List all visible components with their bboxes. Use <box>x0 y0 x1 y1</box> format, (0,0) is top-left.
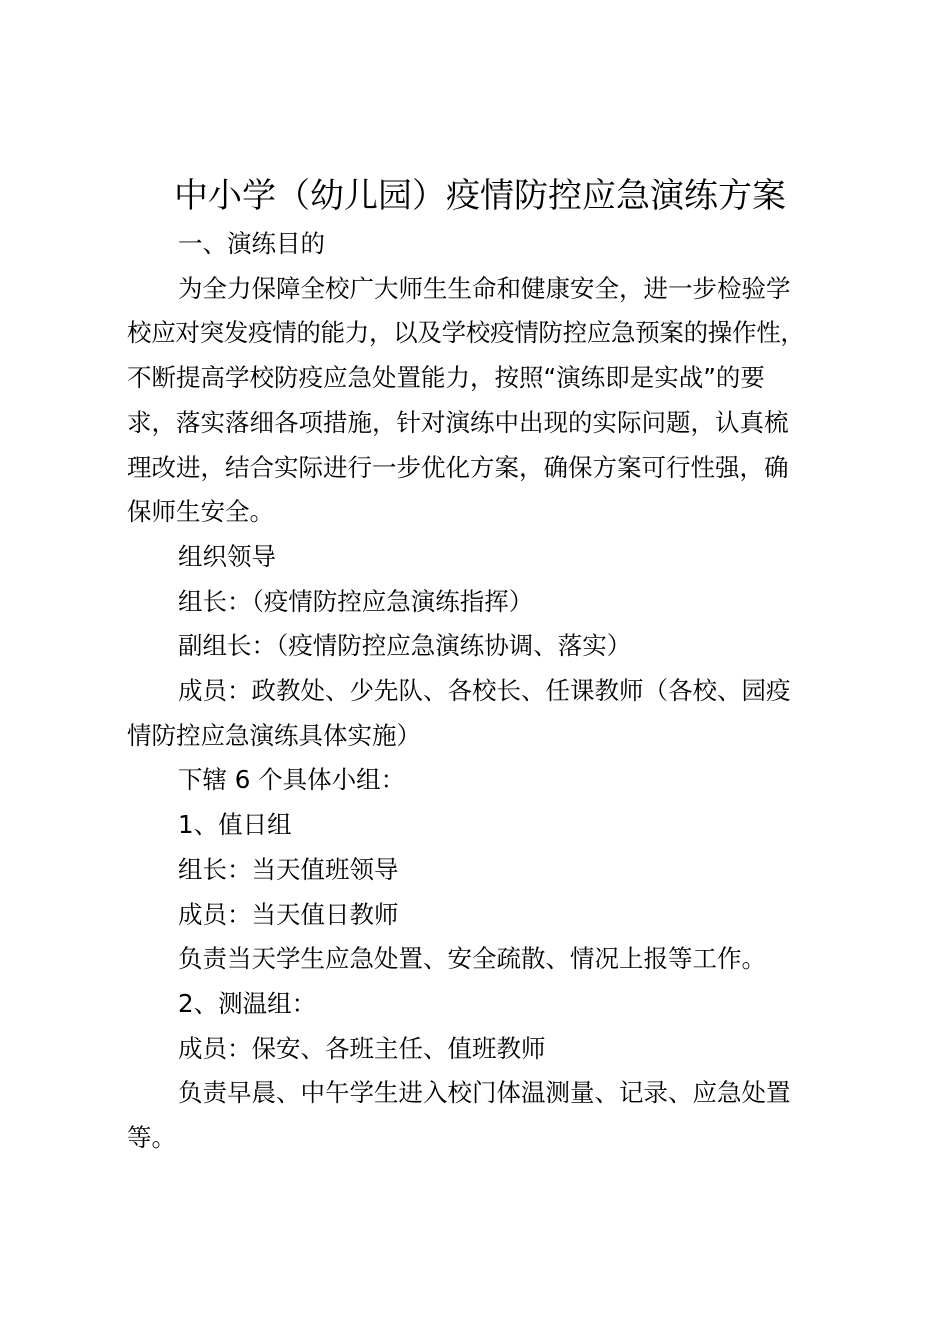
paragraph-line: 副组长：（疫情防控应急演练协调、落实） <box>178 631 632 661</box>
paragraph-line: 一、演练目的 <box>178 229 325 258</box>
paragraph-line: 成员：当天值日教师 <box>178 899 399 929</box>
paragraph-line: 1、值日组 <box>178 810 292 840</box>
paragraph-line: 不断提高学校防疫应急处置能力，按照“演练即是实战”的要 <box>127 363 765 393</box>
paragraph-line: 理改进，结合实际进行一步优化方案，确保方案可行性强，确 <box>127 452 789 482</box>
paragraph-line: 为全力保障全校广大师生生命和健康安全，进一步检验学 <box>178 273 791 303</box>
document-body <box>127 222 835 1161</box>
paragraph-line: 2、测温组： <box>178 988 317 1018</box>
paragraph-line: 等。 <box>127 1123 176 1153</box>
paragraph-line: 负责早晨、中午学生进入校门体温测量、记录、应急处置 <box>178 1078 791 1108</box>
paragraph-line: 成员：保安、各班主任、值班教师 <box>178 1033 546 1063</box>
document-title: 中小学（幼儿园）疫情防控应急演练方案 <box>174 176 786 216</box>
paragraph-line: 下辖 6 个具体小组： <box>178 765 406 795</box>
paragraph-line: 负责当天学生应急处置、安全疏散、情况上报等工作。 <box>178 944 766 974</box>
paragraph-line: 保师生安全。 <box>127 497 274 527</box>
paragraph-line: 组织领导 <box>178 541 276 571</box>
paragraph-line: 求，落实落细各项措施，针对演练中出现的实际问题，认真梳 <box>127 407 789 437</box>
paragraph-line: 成员：政教处、少先队、各校长、任课教师（各校、园疫 <box>178 676 791 706</box>
paragraph-line: 校应对突发疫情的能力，以及学校疫情防控应急预案的操作性， <box>127 318 805 348</box>
paragraph-line: 组长：当天值班领导 <box>178 854 399 884</box>
paragraph-line: 情防控应急演练具体实施） <box>127 720 421 750</box>
paragraph-line: 组长：（疫情防控应急演练指挥） <box>178 586 534 616</box>
